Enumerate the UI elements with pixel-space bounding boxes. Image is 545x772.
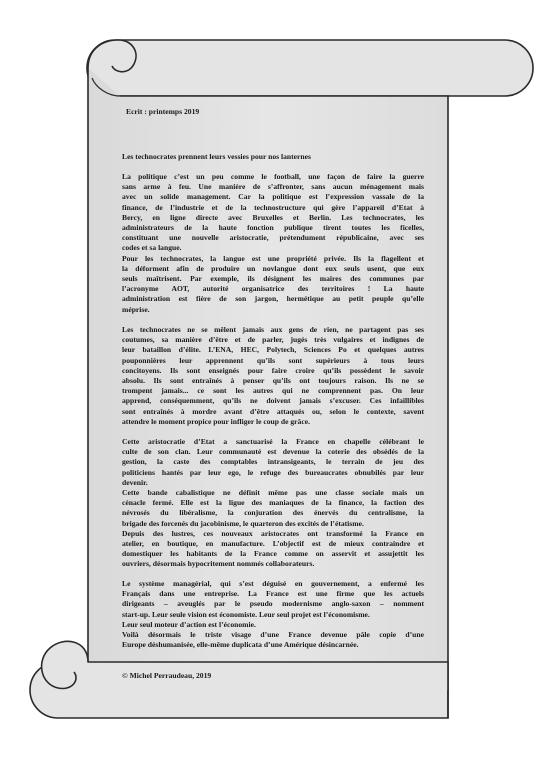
text-line: dirigeants – aveuglés par le pseudo modernisme anglo-saxon – nomment <box>122 599 424 609</box>
text-line: gestion, la caste des comptables intransigeants, le terrain de jeu des <box>122 457 424 467</box>
paragraph-1 <box>122 172 424 315</box>
text-line: codes et sa langue. <box>122 243 182 253</box>
text-line: Pour les technocrates, la langue est une propriété privée. Ils la flagellent et <box>122 253 424 263</box>
text-line: constituant une nouvelle aristocratie, prétendument républicaine, avec ses <box>122 233 424 243</box>
text-line: ouvriers, désormais hypocritement nommés collaborateurs. <box>122 559 315 569</box>
text-line: La politique c’est un peu comme le football, une façon de faire la guerre <box>122 172 424 181</box>
text-line: Français dans une entreprise. La France est une firme que les actuels <box>122 589 424 599</box>
text-line: Cette bande cabalistique ne définit même pas une classe sociale mais un <box>122 488 424 498</box>
text-line: devenir. <box>122 477 148 487</box>
date-line: Ecrit : printemps 2019 <box>126 107 200 116</box>
text-line: domestiquer les habitants de la France comme on asservit et assujettit les <box>122 549 424 559</box>
text-line: sans arme à feu. Une manière de s’affronter, sans aucun ménagement mais <box>122 182 424 192</box>
text-line: la déforment afin de produire un novlangue dont eux seuls usent, que eux <box>122 263 424 273</box>
paragraph-2 <box>122 325 424 427</box>
text-line: Leur seul moteur d’action est l’économie. <box>122 619 256 629</box>
text-line: méprise. <box>122 304 150 314</box>
paragraph-3 <box>122 437 424 570</box>
text-line: atelier, en boutique, en manufacture. L’objectif est de mieux contraindre et <box>122 539 424 549</box>
text-line: Cette aristocratie d’Etat a sanctuarisé la France en chapelle célébrant le <box>122 437 424 446</box>
text-line: pouponnières leur apprennent qu’ils sont supérieurs à tous leurs <box>122 355 424 365</box>
text-line: politiciens hantés par leur ego, le refuge des bureaucrates obnubilés par leur <box>122 467 424 477</box>
text-line: trompent jamais... ce sont les autres qui ne comprennent pas. On leur <box>122 386 424 396</box>
signature: © Michel Perraudeau, 2019 <box>122 671 212 680</box>
text-line: concitoyens. Ils sont enseignés pour faire croire qu’ils possèdent le savoir <box>122 365 424 375</box>
text-line: névrosés du libéralisme, la conjuration des énervés du centralisme, la <box>122 508 424 518</box>
text-line: administrateurs de la haute fonction publique tirent toutes les ficelles, <box>122 223 424 233</box>
text-line: finance, de l’industrie et de la technostructure qui gère l’appareil d’Etat à <box>122 202 424 212</box>
text-line: Voilà désormais le triste visage d’une France devenue pâle copie d’une <box>122 630 424 640</box>
text-line: avec un solide management. Car la politique est l’expression vassale de la <box>122 192 424 202</box>
text-line: attendre le moment propice pour infliger le coup de grâce. <box>122 416 310 426</box>
text-line: start-up. Leur seule vision est économiste. Leur seul projet est l’économisme. <box>122 609 370 619</box>
paragraph-4 <box>122 579 424 650</box>
text-line: Europe déshumanisée, elle-même duplicata d’une Amérique désincarnée. <box>122 640 359 650</box>
text-line: cénacle fermé. Elle est la ligue des maniaques de la finance, la faction des <box>122 498 424 508</box>
text-line: Depuis des lustres, ces nouveaux aristocrates ont transformé la France en <box>122 528 424 538</box>
text-line: seuls maîtrisent. Par exemple, ils désignent les maires des communes par <box>122 274 424 284</box>
text-line: Le système managérial, qui s’est déguisé en gouvernement, a enfermé les <box>122 579 424 588</box>
text-line: coutumes, sa manière d’être et de parler, jugés très vulgaires et indignes de <box>122 335 424 345</box>
text-line: brigade des forcenés du jacobinisme, le quarteron des excités de l’étatisme. <box>122 518 364 528</box>
text-line: Bercy, en ligne directe avec Bruxelles et Berlin. Les technocrates, les <box>122 212 424 222</box>
text-line: apprend, conséquemment, qu’ils ne doivent jamais s’excuser. Ces infaillibles <box>122 396 424 406</box>
text-line: sont entraînés à mordre avant d’être attaqués ou, selon le contexte, savent <box>122 406 424 416</box>
text-line: Les technocrates ne se mêlent jamais aux gens de rien, ne partagent pas ses <box>122 325 424 334</box>
text-line: absolu. Ils sont entraînés à penser qu’ils ont toujours raison. Ils ne se <box>122 376 424 386</box>
text-line: leur bataillon d’élite. L’ENA, HEC, Polytech, Sciences Po et quelques autres <box>122 345 424 355</box>
text-line: administration est fière de son jargon, hermétique au petit peuple qu’elle <box>122 294 424 304</box>
article-title: Les technocrates prennent leurs vessies pour nos lanternes <box>122 152 311 161</box>
text-line: l’acronyme AOT, autorité organisatrice des territoires ! La haute <box>122 284 424 294</box>
text-line: culte de son clan. Leur communauté est devenue la coterie des obsédés de la <box>122 447 424 457</box>
